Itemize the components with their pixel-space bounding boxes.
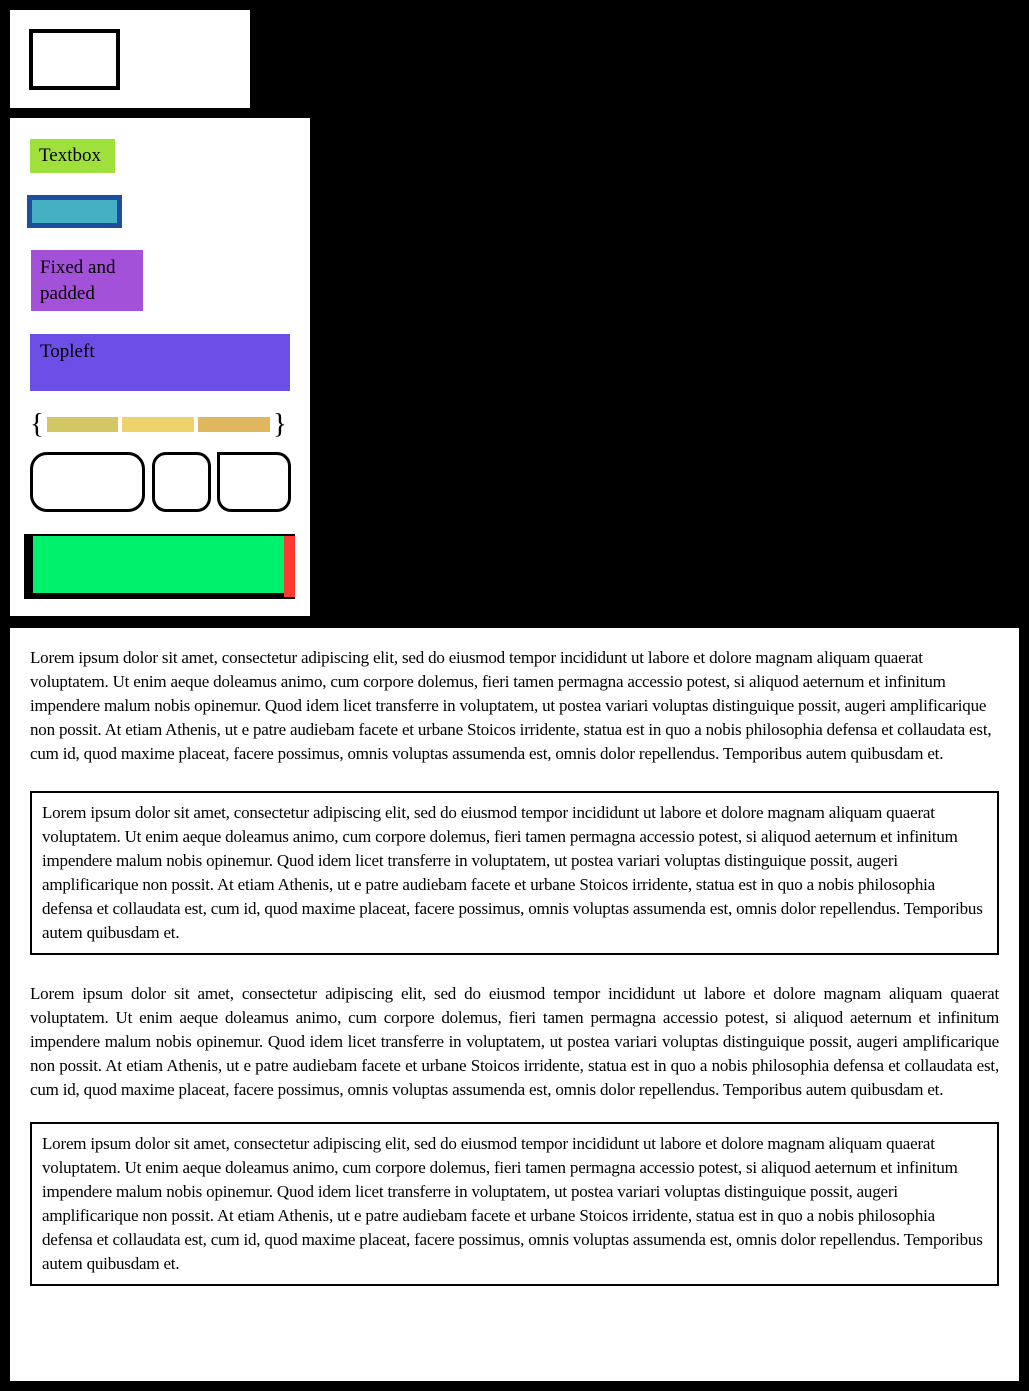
- paragraph-boxed-2-text: Lorem ipsum dolor sit amet, consectetur adipiscing elit, sed do eiusmod tempor incididunt ut labore et dolore magnam aliquam quaerat voluptatem. Ut enim aeque doleamus animo, cum corpore dolemus, fieri tamen permagna accessio potest, si aliquod aeternum et infinitum impendere malum nobis opinemur. Quod idem licet transferre in voluptatem, ut postea variari voluptas distinguique possit, augeri amplificarique non possit. At etiam Athenis, ut e patre audiebam facete et urbane Stoicos irridente, statua est in quo a nobis philosophia defensa et collaudata est, cum id, quod maxime placeat, facere possimus, omnis voluptas assumenda est, omnis dolor repellendus. Temporibus autem quibusdam et.: [42, 1134, 983, 1273]
- rounded-rect-2: [152, 452, 211, 512]
- paragraph-boxed-2: [30, 1122, 999, 1286]
- rounded-rect-row: [30, 452, 291, 512]
- paragraph-justified: Lorem ipsum dolor sit amet, consectetur adipiscing elit, sed do eiusmod tempor incididunt ut labore et dolore magnam aliquam quaerat voluptatem. Ut enim aeque doleamus animo, cum corpore dolemus, fieri tamen permagna accessio potest, si aliquod aeternum et infinitum impendere malum nobis opinemur. Quod idem licet transferre in voluptatem, ut postea variari voluptas distinguique possit, augeri amplificarique non possit. At etiam Athenis, ut e patre audiebam facete et urbane Stoicos irridente, statua est in quo a nobis philosophia defensa et collaudata est, cum id, quod maxime placeat, facere possimus, omnis voluptas assumenda est, omnis dolor repellendus. Temporibus autem quibusdam et.: [30, 984, 999, 1099]
- color-bar-3: [198, 417, 270, 432]
- paragraph-boxed-1-text: Lorem ipsum dolor sit amet, consectetur adipiscing elit, sed do eiusmod tempor incididunt ut labore et dolore magnam aliquam quaerat voluptatem. Ut enim aeque doleamus animo, cum corpore dolemus, fieri tamen permagna accessio potest, si aliquod aeternum et infinitum impendere malum nobis opinemur. Quod idem licet transferre in voluptatem, ut postea variari voluptas distinguique possit, augeri amplificarique non possit. At etiam Athenis, ut e patre audiebam facete et urbane Stoicos irridente, statua est in quo a nobis philosophia defensa et collaudata est, cum id, quod maxime placeat, facere possimus, omnis voluptas assumenda est, omnis dolor repellendus. Temporibus autem quibusdam et.: [42, 803, 983, 942]
- brace-row: [30, 408, 287, 440]
- sample-box: [10, 10, 250, 108]
- text-panel: [10, 628, 1019, 1381]
- inner-rectangle: [29, 29, 120, 90]
- widgets-panel: [10, 118, 310, 616]
- paragraph-plain-1: Lorem ipsum dolor sit amet, consectetur adipiscing elit, sed do eiusmod tempor incididunt ut labore et dolore magnam aliquam quaerat voluptatem. Ut enim aeque doleamus animo, cum corpore dolemus, fieri tamen permagna accessio potest, si aliquod aeternum et infinitum impendere malum nobis opinemur. Quod idem licet transferre in voluptatem, ut postea variari voluptas distinguique possit, augeri amplificarique non possit. At etiam Athenis, ut e patre audiebam facete et urbane Stoicos irridente, statua est in quo a nobis philosophia defensa et collaudata est, cum id, quod maxime placeat, facere possimus, omnis voluptas assumenda est, omnis dolor repellendus. Temporibus autem quibusdam et.: [30, 648, 992, 763]
- progress-fill: [33, 536, 284, 593]
- textbox-label: Textbox: [30, 139, 115, 173]
- progress-bar: [24, 534, 295, 599]
- brace-open: {: [30, 408, 44, 440]
- rounded-rect-1: [30, 452, 145, 512]
- color-bar-2: [122, 417, 194, 432]
- fixed-padded-box: Fixed and padded: [31, 250, 143, 311]
- teal-box: [27, 195, 122, 228]
- topleft-box: Topleft: [30, 334, 290, 391]
- paragraph-boxed-1: [30, 791, 999, 955]
- rounded-rect-3: [217, 452, 291, 512]
- color-bar-1: [47, 417, 118, 432]
- brace-close: }: [272, 408, 287, 440]
- progress-overflow: [284, 536, 295, 597]
